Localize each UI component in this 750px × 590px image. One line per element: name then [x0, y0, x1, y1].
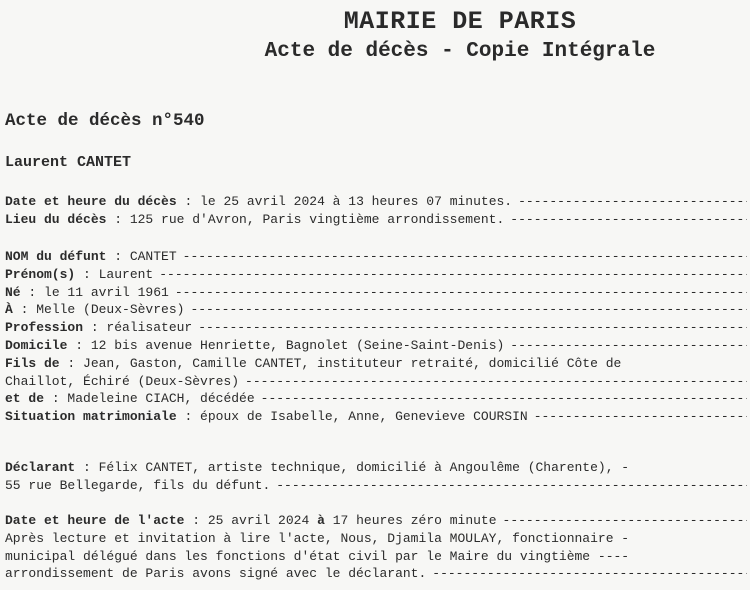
profession-value: réalisateur: [106, 320, 193, 336]
birth-place-line: À : Melle (Deux-Sèvres) -----: [5, 301, 747, 319]
mother-line: et de : Madeleine CIACH, décédée -----: [5, 390, 747, 408]
signature-text-line2: municipal délégué dans les fonctions d'état civil par le Maire du vingtième ----: [5, 548, 630, 564]
marital-status-value: époux de Isabelle, Anne, Genevieve COURSIN: [200, 409, 528, 425]
father-value-line1: Jean, Gaston, Camille CANTET, instituteur retraité, domicilié Côte de: [83, 355, 622, 371]
signature-text-line3: arrondissement de Paris avons signé avec le déclarant.: [5, 566, 427, 582]
document-title: MAIRIE DE PARIS: [343, 7, 577, 36]
prenom-label: Prénom(s): [5, 266, 76, 282]
domicile-value: 12 bis avenue Henriette, Bagnolet (Seine-Saint-Denis): [90, 337, 505, 353]
person-name: Laurent CANTET: [5, 154, 132, 171]
birth-date-value: le 11 avril 1961: [44, 284, 169, 300]
document-header: [190, 6, 730, 66]
deceased-details-block: [5, 248, 747, 426]
prenom-line: Prénom(s) : Laurent -----: [5, 266, 747, 284]
acte-date-joiner: à: [317, 513, 325, 528]
signature-paragraph-line2: [5, 548, 747, 566]
signature-paragraph-line1: [5, 530, 747, 548]
mother-label: et de: [5, 391, 45, 407]
declarant-block: [5, 459, 747, 495]
father-label: Fils de: [5, 355, 60, 371]
mother-value: Madeleine CIACH, décédée: [67, 391, 255, 407]
death-place-label: Lieu du décès: [5, 211, 107, 227]
acte-date-value-b: 17 heures zéro minute: [332, 513, 497, 528]
death-date-line: Date et heure du décès : le 25 avril 2024 à 13 heures 07 minutes. -----: [5, 193, 747, 211]
declarant-value-line2: 55 rue Bellegarde, fils du défunt.: [5, 477, 271, 493]
birth-place-value: Melle (Deux-Sèvres): [36, 302, 185, 318]
domicile-line: Domicile : 12 bis avenue Henriette, Bagnolet (Seine-Saint-Denis) -----: [5, 337, 747, 355]
profession-label: Profession: [5, 320, 84, 336]
profession-line: Profession : réalisateur -----: [5, 319, 747, 337]
acte-date-block: [5, 512, 747, 583]
acte-date-value-a: 25 avril 2024: [207, 513, 310, 528]
father-value-line2: Chaillot, Échiré (Deux-Sèvres): [5, 373, 240, 389]
signature-text-line1: Après lecture et invitation à lire l'acte, Nous, Djamila MOULAY, fonctionnaire -: [5, 530, 630, 546]
death-details-block: [5, 193, 747, 229]
declarant-line-continued: [5, 477, 747, 495]
signature-paragraph-line3: [5, 565, 747, 583]
domicile-label: Domicile: [5, 337, 68, 353]
father-line-continued: [5, 373, 747, 391]
birth-date-line: Né : le 11 avril 1961 -----: [5, 284, 747, 302]
death-date-label: Date et heure du décès: [5, 194, 177, 209]
declarant-value-line1: Félix CANTET, artiste technique, domicilié à Angoulême (Charente), -: [98, 460, 630, 475]
death-place-value: 125 rue d'Avron, Paris vingtième arrondissement.: [129, 211, 505, 227]
nom-value: CANTET: [129, 249, 177, 264]
birth-place-label: À: [5, 302, 13, 318]
marital-status-line: Situation matrimoniale : époux de Isabelle, Anne, Genevieve COURSIN -----: [5, 408, 747, 426]
birth-date-label: Né: [5, 284, 21, 300]
acte-date-label: Date et heure de l'acte: [5, 513, 185, 528]
death-place-line: Lieu du décès : 125 rue d'Avron, Paris vingtième arrondissement. -----: [5, 211, 747, 229]
nom-label: NOM du défunt: [5, 249, 107, 264]
marital-status-label: Situation matrimoniale: [5, 409, 177, 425]
document-subtitle: Acte de décès - Copie Intégrale: [264, 40, 656, 63]
nom-line: NOM du défunt : CANTET -----: [5, 248, 747, 266]
death-date-value: le 25 avril 2024 à 13 heures 07 minutes.: [200, 194, 513, 209]
acte-date-line: Date et heure de l'acte : 25 avril 2024 à 17 heures zéro minute -----: [5, 512, 747, 530]
declarant-line: Déclarant : Félix CANTET, artiste technique, domicilié à Angoulême (Charente), -: [5, 460, 630, 475]
acte-number-title: Acte de décès n°540: [5, 111, 205, 131]
father-line: Fils de : Jean, Gaston, Camille CANTET, instituteur retraité, domicilié Côte de: [5, 355, 622, 371]
prenom-value: Laurent: [98, 266, 154, 282]
declarant-label: Déclarant: [5, 460, 76, 475]
